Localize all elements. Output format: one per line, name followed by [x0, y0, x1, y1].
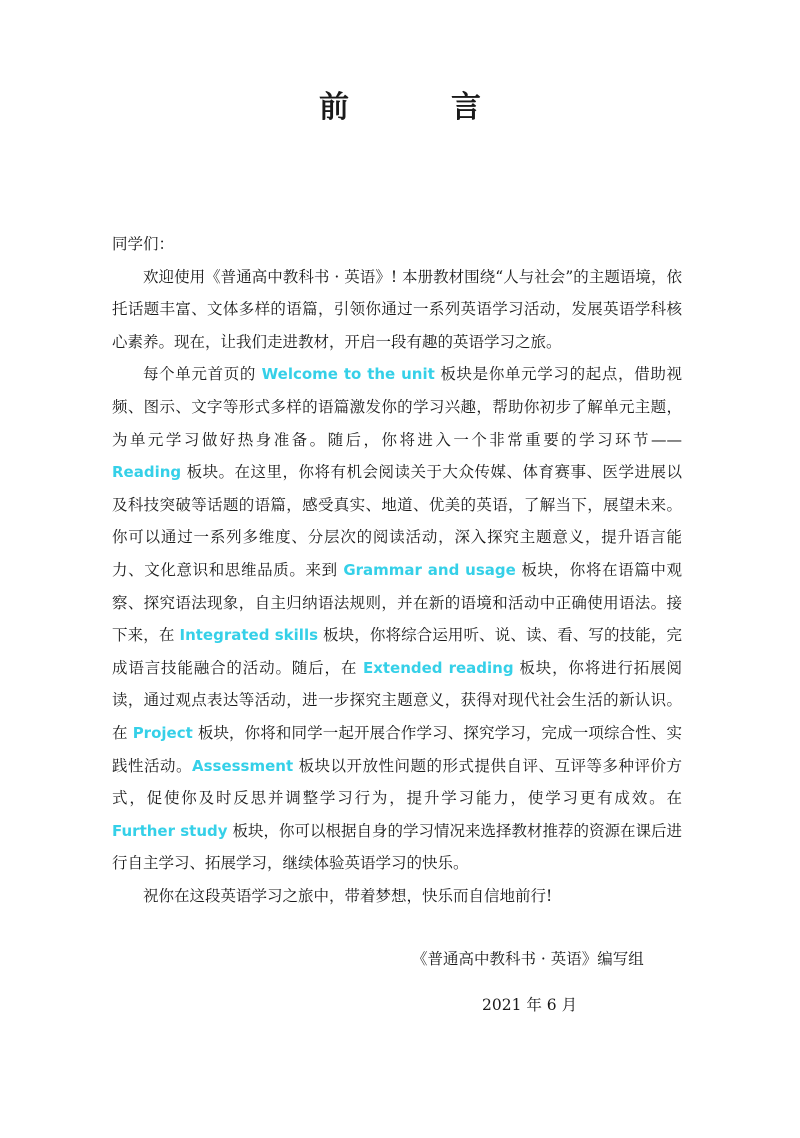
page-title: 前 言 — [319, 90, 517, 125]
section-name-welcome: Welcome to the unit — [261, 365, 435, 384]
text-segment: 板块，你可以根据自身的学习情况来选择教材推荐的资源在课后进行自主学习、拓展学习，继续体验英语学习的快乐。 — [112, 821, 682, 873]
section-name-further-study: Further study — [112, 821, 228, 840]
section-name-assessment: Assessment — [191, 756, 294, 775]
paragraph-closing: 祝你在这段英语学习之旅中，带着梦想，快乐而自信地前行! — [143, 886, 553, 905]
signature: 《普通高中教科书 · 英语》编写组 — [412, 950, 644, 968]
text-segment: 板块，你将在语篇中观察、探究语法现象，自主归纳语法规则，并在新的语境和活动中正确使用语法。接下来，在 — [112, 560, 682, 645]
date: 2021 年 6 月 — [482, 996, 578, 1014]
text-segment: 板块。在这里，你将有机会阅读关于大众传媒、体育赛事、医学进展以及科技突破等话题的语篇，感受真实、地道、优美的英语，了解当下，展望未来。你可以通过一系列多维度、分层次的阅读活动，深入探究主题意义，提升语言能力、文化意识和思维品质。来到 — [112, 463, 682, 579]
section-name-project: Project — [132, 723, 193, 742]
text-segment: 板块，你将进行拓展阅读，通过观点表达等活动，进一步探究主题意义，获得对现代社会生活的新认识。在 — [112, 658, 682, 742]
section-name-extended-reading: Extended reading — [362, 658, 514, 677]
section-name-integrated-skills: Integrated skills — [179, 626, 319, 645]
text-segment: 板块，你将综合运用听、说、读、看、写的技能，完成语言技能融合的活动。随后，在 — [112, 626, 682, 677]
text-segment: 板块以开放性问题的形式提供自评、互评等多种评价方式，促使你及时反思并调整学习行为，提升学习能力，使学习更有成效。在 — [112, 756, 682, 808]
section-name-reading: Reading — [112, 463, 182, 482]
preface-body — [112, 228, 682, 912]
text-segment: 每个单元首页的 — [143, 365, 262, 384]
text-segment: 板块是你单元学习的起点，借助视频、图示、文字等形式多样的语篇激发你的学习兴趣，帮助你初步了解单元主题，为单元学习做好热身准备。随后，你将进入一个非常重要的学习环节—— — [112, 365, 682, 449]
paragraph-intro: 欢迎使用《普通高中教科书 · 英语》! 本册教材围绕“人与社会”的主题语境，依托话题丰富、文体多样的语篇，引领你通过一系列英语学习活动，发展英语学科核心素养。现在，让我们走进教材，开启一段有趣的英语学习之旅。 — [112, 267, 682, 351]
paragraph-units — [112, 358, 682, 880]
text-segment: 板块，你将和同学一起开展合作学习、探究学习，完成一项综合性、实践性活动。 — [112, 723, 682, 775]
greeting: 同学们： — [112, 235, 175, 253]
section-name-grammar: Grammar and usage — [343, 560, 516, 579]
